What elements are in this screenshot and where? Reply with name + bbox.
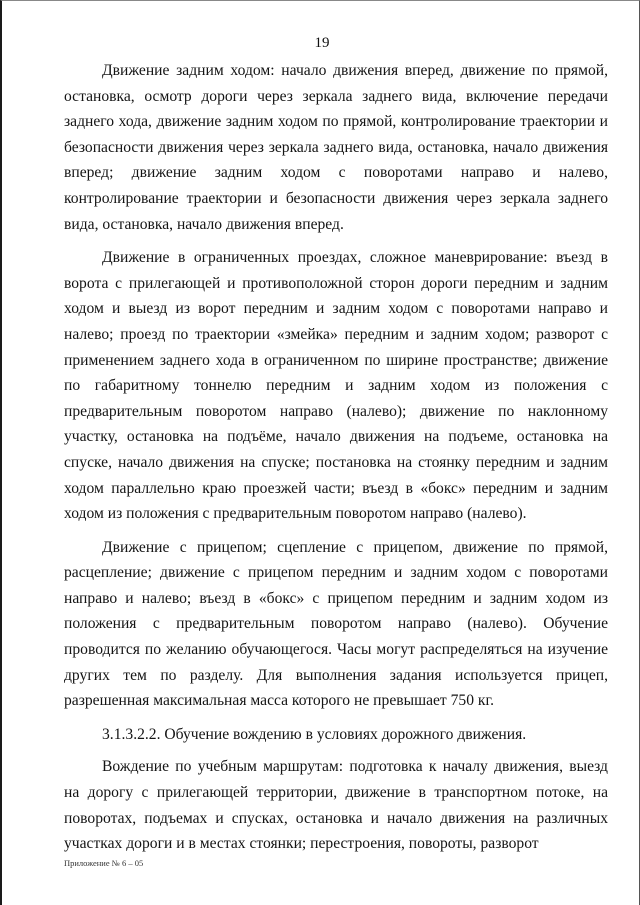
paragraph-training-routes: Вождение по учебным маршрутам: подготовка к началу движения, выезд на дорогу с прилегающей территории, движение в транспортном потоке, на поворотах, подъемах и спусках, остановка и начало движения на различных участках дороги и в местах стоянки; перестроения, повороты, разворот — [64, 758, 608, 853]
paragraph-limited-passages: Движение в ограниченных проездах, сложное маневрирование: въезд в ворота с прилегающей и противоположной сторон дороги передним и задним ходом и выезд из ворот передним и задним ходом с поворотами направо и налево; проезд по траектории «змейка» передним и задним ходом; разворот с применением заднего хода в ограниченном по ширине пространстве; движение по габаритному тоннелю передним и задним ходом из положения с предварительным поворотом направо (налево); движение по наклонному участку, остановка на подъёме, начало движения на подъеме, остановка на спуске, начало движения на спуске; постановка на стоянку передним и задним ходом параллельно краю проезжей части; въезд в «бокс» передним и задним ходом из положения с предварительным поворотом направо (налево). — [64, 249, 608, 523]
body-text — [64, 58, 608, 865]
paragraph-trailer-driving: Движение с прицепом; сцепление с прицепом, движение по прямой, расцепление; движение с прицепом передним и задним ходом с поворотами направо и налево; въезд в «бокс» с прицепом передним и задним ходом из положения с предварительным поворотом направо (налево). Обучение проводится по желанию обучающегося. Часы могут распределяться на изучение других тем по разделу. Для выполнения задания используется прицеп, разрешенная максимальная масса которого не превышает 750 кг. — [64, 538, 608, 710]
page-number: 19 — [314, 35, 330, 51]
section-heading: 3.1.3.2.2. Обучение вождению в условиях дорожного движения. — [102, 725, 527, 743]
footer-note: Приложение № 6 – 05 — [64, 858, 144, 868]
paragraph-reverse-driving: Движение задним ходом: начало движения вперед, движение по прямой, остановка, осмотр дороги через зеркала заднего вида, включение передачи заднего хода, движение задним ходом по прямой, контролирование траектории и безопасности движения через зеркала заднего вида, остановка, начало движения вперед; движение задним ходом с поворотами направо и налево, контролирование траектории и безопасности движения через зеркала заднего вида, остановка, начало движения вперед. — [64, 62, 608, 233]
